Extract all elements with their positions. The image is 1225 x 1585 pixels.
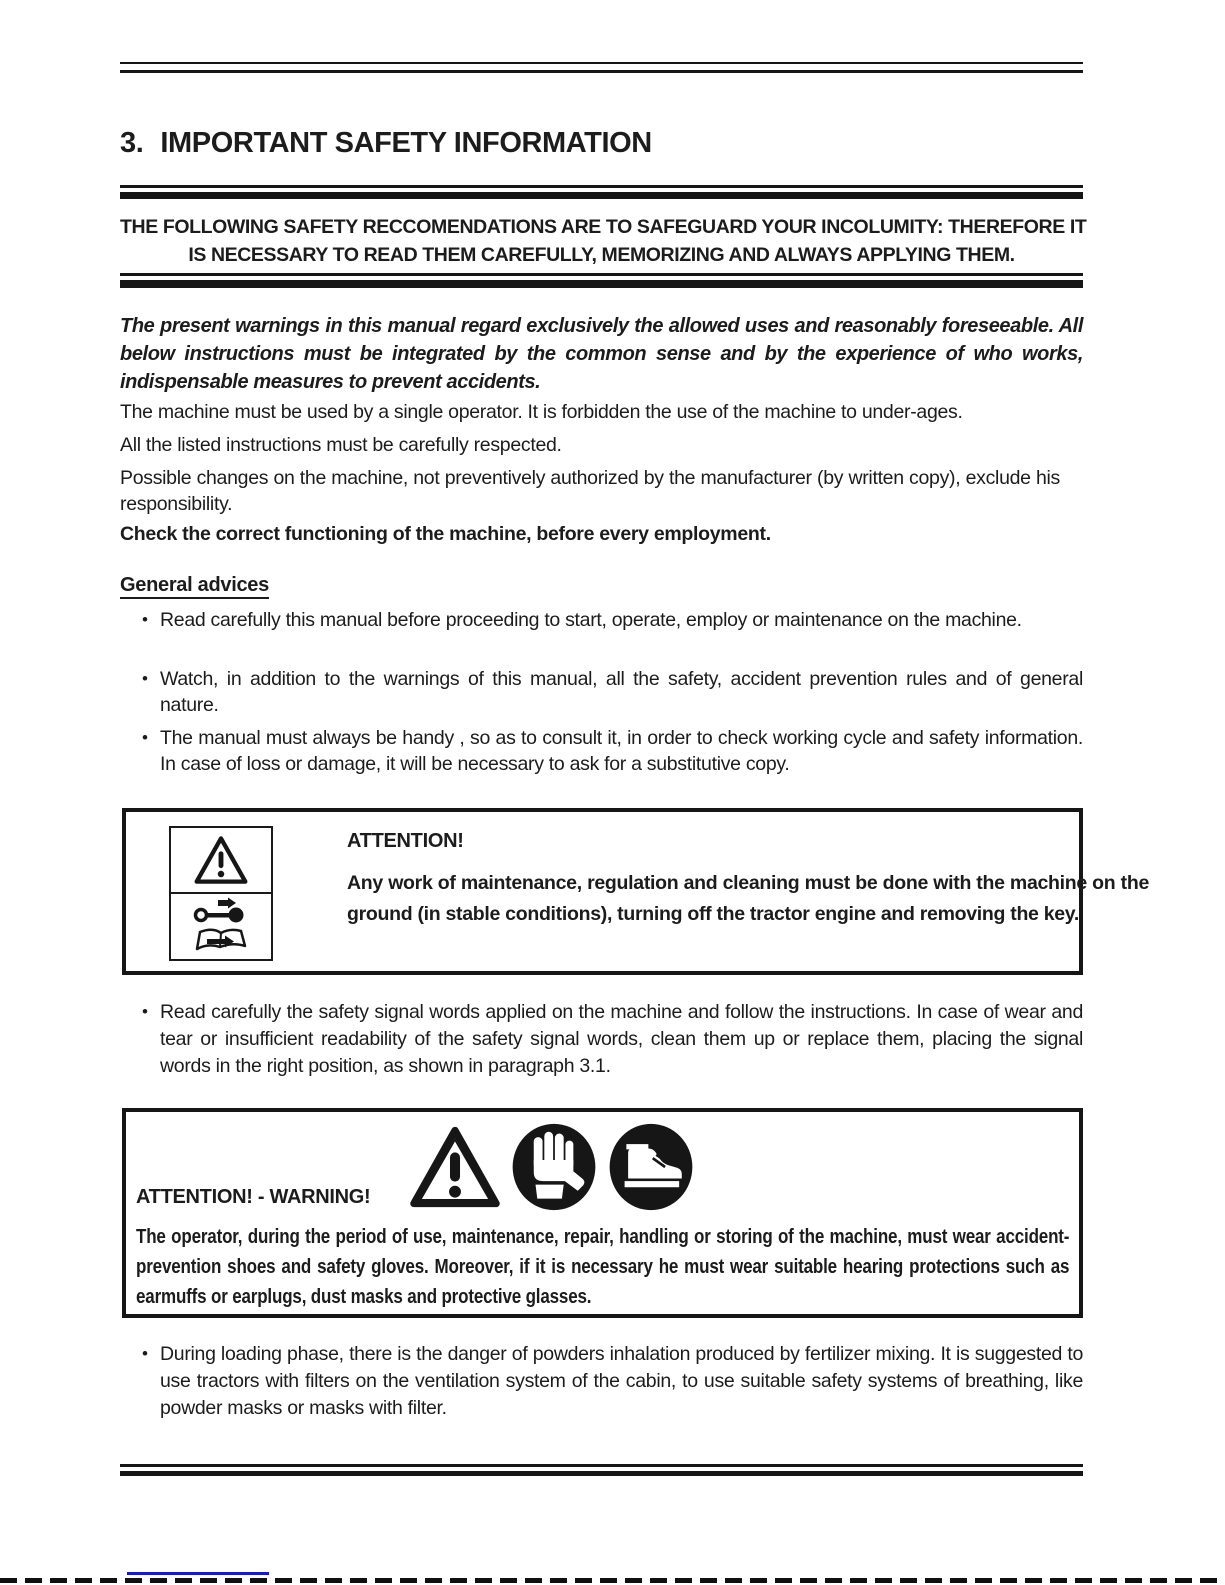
- bullet-dot-icon: •: [142, 610, 148, 629]
- warning-triangle-icon: [409, 1125, 501, 1209]
- bullet-watch-warnings: Watch, in addition to the warnings of this manual, all the safety, accident prevention rules and of general nature.: [160, 668, 1083, 716]
- bullet-signal-words: Read carefully the safety signal words applied on the machine and follow the instructions. In case of wear and tear or insufficient readability of the safety signal words, clean them up or replace them, placing the signal words in the right position, as shown in paragraph 3.1.: [160, 1001, 1083, 1077]
- page-title: [120, 127, 1083, 160]
- blue-underline-artifact: [127, 1572, 269, 1575]
- list-item: [142, 1341, 1083, 1422]
- attention-box-body: Any work of maintenance, regulation and cleaning must be done with the machine on the ground (in stable conditions), turning off the tractor engine and removing the key.: [347, 872, 1149, 925]
- banner-bottom-rule: [120, 273, 1083, 288]
- bullet-dot-icon: •: [142, 669, 148, 688]
- safety-banner: [120, 213, 1087, 269]
- paragraph-check-functioning: Check the correct functioning of the machine, before every employment.: [120, 523, 771, 545]
- banner-top-rule: [120, 185, 1083, 199]
- paragraph-single-operator: The machine must be used by a single operator. It is forbidden the use of the machine to under-ages.: [120, 401, 963, 423]
- paragraph-changes-responsibility: Possible changes on the machine, not preventively authorized by the manufacturer (by written copy), exclude his responsibility.: [120, 467, 1060, 515]
- banner-line-2: IS NECESSARY TO READ THEM CAREFULLY, MEMORIZING AND ALWAYS APPLYING THEM.: [188, 244, 1015, 266]
- warning-icons-row: [409, 1122, 695, 1212]
- bullet-dot-icon: •: [142, 1344, 148, 1363]
- attention-box: [122, 808, 1149, 975]
- bottom-dashed-edge: [0, 1578, 1225, 1583]
- list-item: [142, 725, 1083, 777]
- remove-key-icon: [192, 897, 250, 923]
- read-manual-book-icon: [193, 926, 249, 954]
- general-advices-heading: General advices: [120, 574, 269, 597]
- bullet-read-manual: Read carefully this manual before proceeding to start, operate, employ or maintenance on the machine.: [160, 609, 1022, 631]
- safety-gloves-icon: [510, 1122, 598, 1212]
- warning-box-body: The operator, during the period of use, maintenance, repair, handling or storing of the machine, must wear accident-prevention shoes and safety gloves. Moreover, if it is necessary he must wear suitable hearing protections such as earmuffs or earplugs, dust masks and protective glasses.: [136, 1226, 1070, 1308]
- key-and-manual-icons: [171, 894, 271, 957]
- banner-line-1: THE FOLLOWING SAFETY RECCOMENDATIONS ARE TO SAFEGUARD YOUR INCOLUMITY: THEREFORE IT: [120, 216, 1087, 238]
- attention-warning-box: [122, 1108, 1083, 1318]
- list-item: [142, 607, 1083, 633]
- bullet-manual-handy: The manual must always be handy , so as to consult it, in order to check working cycle and safety information. In case of loss or damage, it will be necessary to ask for a substitutive copy.: [160, 727, 1083, 775]
- bullet-dot-icon: •: [142, 1002, 148, 1021]
- section-title-text: IMPORTANT SAFETY INFORMATION: [160, 127, 652, 159]
- list-item: [142, 666, 1083, 718]
- safety-shoes-icon: [607, 1122, 695, 1212]
- warning-box-title: ATTENTION! - WARNING!: [136, 1186, 371, 1208]
- attention-box-title: ATTENTION!: [347, 830, 464, 852]
- bottom-double-rule: [120, 1464, 1083, 1476]
- paragraph-instructions-respected: All the listed instructions must be carefully respected.: [120, 434, 562, 456]
- warning-triangle-icon: [171, 828, 271, 894]
- intro-warning-paragraph: The present warnings in this manual regard exclusively the allowed uses and reasonably foreseeable. All below instructions must be integrated by the common sense and by the experience of who works, indispensable measures to prevent accidents.: [120, 315, 1083, 393]
- list-item: [142, 999, 1083, 1080]
- safety-icon-panel: [169, 826, 273, 961]
- bullet-loading-phase: During loading phase, there is the danger of powders inhalation produced by fertilizer mixing. It is suggested to use tractors with filters on the ventilation system of the cabin, to use suitable safety systems of breathing, like powder masks or masks with filter.: [160, 1343, 1083, 1419]
- section-number: 3.: [120, 127, 144, 159]
- top-double-rule: [120, 62, 1083, 73]
- bullet-dot-icon: •: [142, 728, 148, 747]
